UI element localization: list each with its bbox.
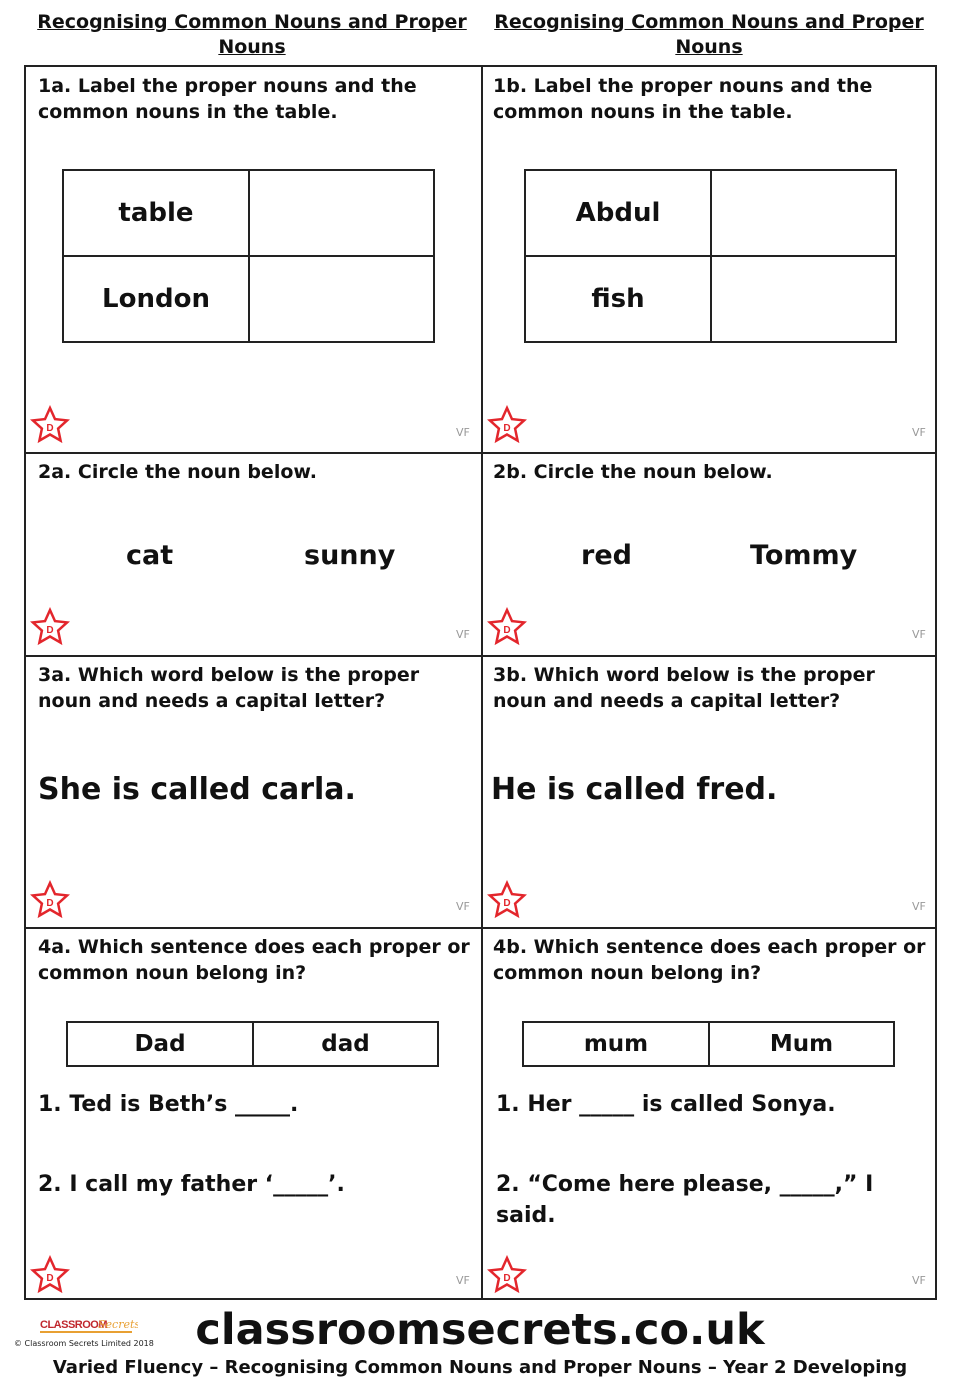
svg-text:D: D: [46, 423, 54, 434]
vf-tag: VF: [912, 426, 926, 439]
vf-tag: VF: [456, 900, 470, 913]
row-divider: [26, 927, 935, 929]
noun-cell: Abdul: [525, 170, 711, 256]
word-bank-4b: [522, 1021, 895, 1067]
word-option[interactable]: cat: [126, 540, 174, 571]
vf-tag: VF: [456, 628, 470, 641]
difficulty-star-icon: [30, 607, 70, 647]
svg-text:D: D: [503, 625, 511, 636]
difficulty-star-icon: [30, 1255, 70, 1295]
row-divider: [26, 452, 935, 454]
svg-text:D: D: [503, 423, 511, 434]
vf-tag: VF: [456, 426, 470, 439]
answer-cell[interactable]: [711, 256, 896, 342]
word-option[interactable]: Tommy: [750, 540, 858, 571]
noun-table-1b: [524, 169, 897, 343]
vf-tag: VF: [456, 1274, 470, 1287]
svg-text:D: D: [503, 898, 511, 909]
svg-text:D: D: [46, 898, 54, 909]
vf-tag: VF: [912, 628, 926, 641]
question-2b-prompt: 2b. Circle the noun below.: [493, 461, 773, 483]
question-4b-prompt: 4b. Which sentence does each proper or common noun belong in?: [493, 936, 926, 984]
fill-in-sentence[interactable]: 2. “Come here please, _____,” I said.: [496, 1172, 874, 1228]
svg-text:CLASSROOM: CLASSROOM: [40, 1319, 107, 1331]
difficulty-star-icon: [487, 607, 527, 647]
answer-cell[interactable]: [249, 256, 434, 342]
question-1a-prompt: 1a. Label the proper nouns and the common nouns in the table.: [38, 75, 417, 123]
noun-cell: table: [63, 170, 249, 256]
answer-cell[interactable]: [249, 170, 434, 256]
question-2a-prompt: 2a. Circle the noun below.: [38, 461, 317, 483]
noun-cell: fish: [525, 256, 711, 342]
difficulty-star-icon: [30, 405, 70, 445]
word-bank-item: Dad: [67, 1022, 253, 1066]
row-divider: [26, 655, 935, 657]
svg-text:Secrets: Secrets: [98, 1318, 138, 1331]
word-option[interactable]: sunny: [304, 540, 396, 571]
vf-tag: VF: [912, 1274, 926, 1287]
svg-text:D: D: [46, 625, 54, 636]
difficulty-star-icon: [487, 1255, 527, 1295]
fill-in-sentence[interactable]: 1. Her _____ is called Sonya.: [496, 1092, 836, 1117]
question-4a-prompt: 4a. Which sentence does each proper or common noun belong in?: [38, 936, 470, 984]
vf-tag: VF: [912, 900, 926, 913]
example-sentence[interactable]: She is called carla.: [38, 772, 356, 807]
answer-cell[interactable]: [711, 170, 896, 256]
question-3a-prompt: 3a. Which word below is the proper noun and needs a capital letter?: [38, 664, 420, 712]
word-bank-4a: [66, 1021, 439, 1067]
word-bank-item: mum: [523, 1022, 709, 1066]
example-sentence[interactable]: He is called fred.: [491, 772, 778, 807]
difficulty-star-icon: [487, 880, 527, 920]
copyright-notice: © Classroom Secrets Limited 2018: [14, 1339, 154, 1348]
difficulty-star-icon: [487, 405, 527, 445]
noun-table-1a: [62, 169, 435, 343]
worksheet-title-left: Recognising Common Nouns and Proper Nouns: [37, 11, 467, 58]
word-bank-item: Mum: [709, 1022, 894, 1066]
word-bank-item: dad: [253, 1022, 438, 1066]
fill-in-sentence[interactable]: 2. I call my father ‘_____’.: [38, 1172, 345, 1197]
worksheet-subtitle: Varied Fluency – Recognising Common Nouns and Proper Nouns – Year 2 Developing: [52, 1357, 908, 1378]
worksheet-title-right: Recognising Common Nouns and Proper Nouns: [494, 11, 924, 58]
svg-text:D: D: [503, 1273, 511, 1284]
noun-cell: London: [63, 256, 249, 342]
question-3b-prompt: 3b. Which word below is the proper noun and needs a capital letter?: [493, 664, 875, 712]
question-1b-prompt: 1b. Label the proper nouns and the common nouns in the table.: [493, 75, 873, 123]
svg-text:D: D: [46, 1273, 54, 1284]
site-url[interactable]: classroomsecrets.co.uk: [195, 1305, 765, 1355]
difficulty-star-icon: [30, 880, 70, 920]
fill-in-sentence[interactable]: 1. Ted is Beth’s _____.: [38, 1092, 299, 1117]
column-divider: [481, 67, 483, 1298]
word-option[interactable]: red: [581, 540, 632, 571]
